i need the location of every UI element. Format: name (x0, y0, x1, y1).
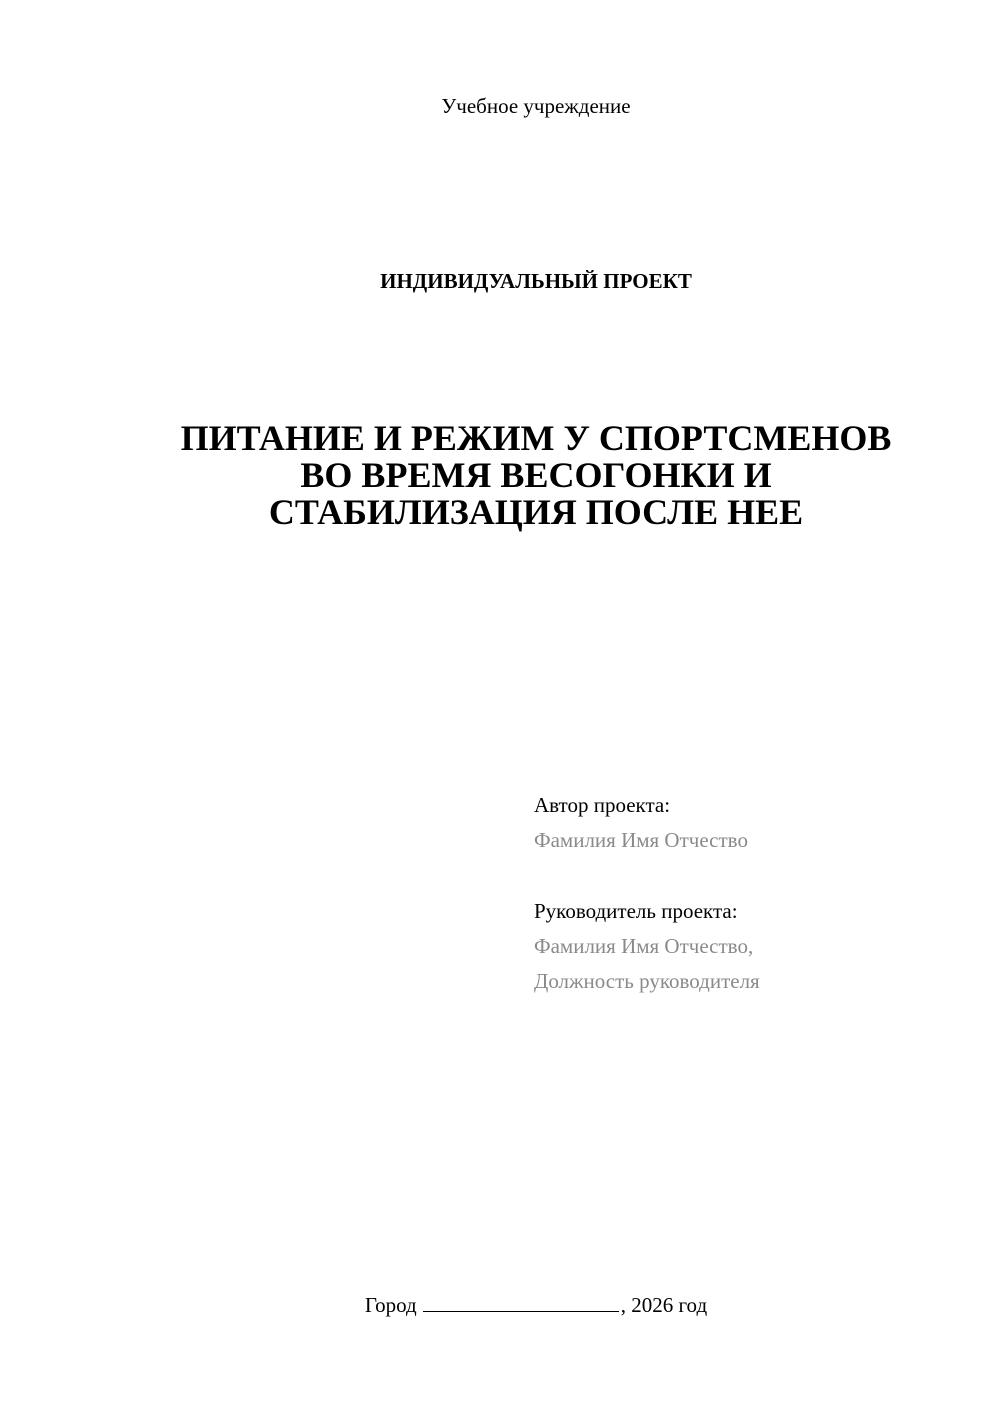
project-title-line: ВО ВРЕМЯ ВЕСОГОНКИ И (300, 455, 772, 495)
supervisor-position-placeholder: Должность руководителя (534, 969, 760, 993)
author-name-placeholder: Фамилия Имя Отчество (534, 828, 748, 852)
project-type-heading: ИНДИВИДУАЛЬНЫЙ ПРОЕКТ (380, 269, 692, 293)
project-title-line: СТАБИЛИЗАЦИЯ ПОСЛЕ НЕЕ (268, 492, 804, 532)
supervisor-label: Руководитель проекта: (534, 899, 738, 923)
city-label: Город (364, 1293, 417, 1317)
project-title (0, 420, 1000, 531)
city-blank-line (423, 1291, 619, 1312)
footer-city-year (0, 1290, 1000, 1320)
project-title-line: ПИТАНИЕ И РЕЖИМ У СПОРТСМЕНОВ (180, 418, 892, 458)
author-label: Автор проекта: (534, 793, 671, 817)
year-text: , 2026 год (620, 1293, 708, 1317)
supervisor-name-placeholder: Фамилия Имя Отчество, (534, 934, 754, 958)
meta-spacer (534, 858, 974, 894)
project-meta-block (534, 788, 974, 999)
institution-name: Учебное учреждение (441, 94, 631, 118)
